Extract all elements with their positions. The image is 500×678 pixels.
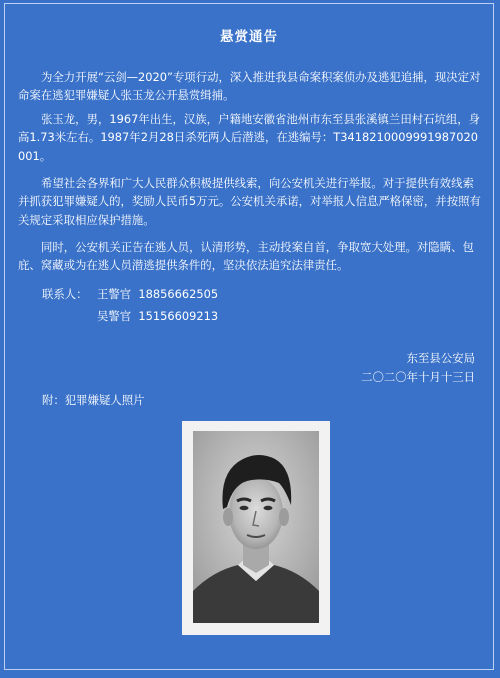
reward-notice bbox=[4, 3, 494, 670]
issuer: 东至县公安局 bbox=[406, 351, 475, 365]
paragraph-warning: 同时，公安机关正告在逃人员，认清形势，主动投案自首，争取宽大处理。对隐瞒、包庇、窝藏或为在逃人员潜逃提供条件的，坚决依法追究法律责任。 bbox=[18, 240, 474, 273]
contact-label: 联系人： bbox=[42, 287, 88, 301]
suspect-portrait-image bbox=[193, 431, 319, 623]
notice-title: 悬赏通告 bbox=[220, 29, 278, 45]
contact-wang: 王警官 18856662505 bbox=[97, 287, 219, 301]
issue-date: 二〇二〇年十月十三日 bbox=[361, 370, 475, 384]
paragraph-reward: 希望社会各界和广大人民群众积极提供线索，向公安机关进行举报。对于提供有效线索并抓获犯罪嫌疑人的，奖励人民币5万元。公安机关承诺，对举报人信息严格保密，并按照有关规定采取相应保护措施。 bbox=[18, 176, 481, 227]
paragraph-suspect-info: 张玉龙，男，1967年出生，汉族，户籍地安徽省池州市东至县张溪镇兰田村石坑组，身高1.73米左右。1987年2月28日杀死两人后潜逃，在逃编号：T3418210009991987020001。 bbox=[18, 112, 481, 163]
contact-wu: 吴警官 15156609213 bbox=[97, 309, 219, 323]
paragraph-intro: 为全力开展“云剑—2020”专项行动，深入推进我县命案积案侦办及逃犯追捕，现决定对命案在逃犯罪嫌疑人张玉龙公开悬赏缉捕。 bbox=[18, 70, 481, 103]
suspect-photo bbox=[193, 431, 319, 623]
attachment-label: 附：犯罪嫌疑人照片 bbox=[42, 393, 145, 407]
suspect-photo-frame bbox=[182, 421, 330, 635]
